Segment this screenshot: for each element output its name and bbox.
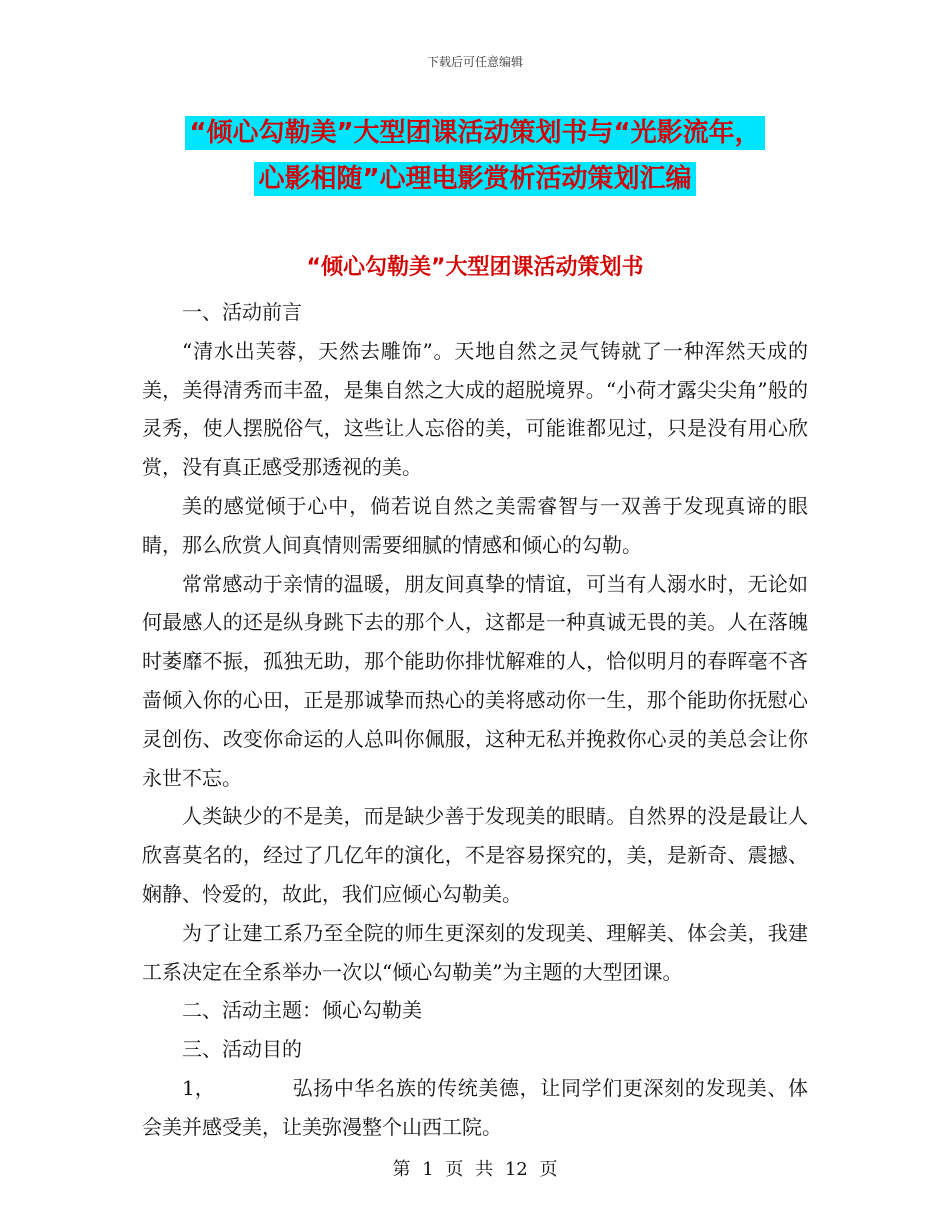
header-note: 下载后可任意编辑	[426, 55, 523, 69]
document-title-line-1	[0, 112, 950, 149]
document-title-line-1-text: “倾心勾勒美”大型团课活动策划书与“光影流年，	[185, 116, 764, 150]
list-item-number: 1，	[182, 1075, 215, 1100]
section-title: “倾心勾勒美”大型团课活动策划书	[306, 255, 644, 280]
page-number-footer: 第 1 页 共 12 页	[392, 1159, 558, 1180]
heading-activity-purpose: 三、活动目的	[182, 1037, 302, 1062]
document-body	[142, 293, 808, 1147]
paragraph-5: 为了让建工系乃至全院的师生更深刻的发现美、理解美、体会美，我建工系决定在全系举办一次以“倾心勾勒美”为主题的大型团课。	[142, 920, 808, 984]
paragraph-1: “清水出芙蓉，天然去雕饰”。天地自然之灵气铸就了一种浑然天成的美，美得清秀而丰盈，是集自然之大成的超脱境界。“小荷才露尖尖角”般的灵秀，使人摆脱俗气，这些让人忘俗的美，可能谁都见过，只是没有用心欣赏，没有真正感受那透视的美。	[142, 338, 808, 480]
paragraph-2: 美的感觉倾于心中，倘若说自然之美需睿智与一双善于发现真谛的眼睛，那么欣赏人间真情则需要细腻的情感和倾心的勾勒。	[142, 493, 808, 557]
heading-activity-theme: 二、活动主题：倾心勾勒美	[182, 998, 422, 1023]
document-title-line-2-text: 心影相随”心理电影赏析活动策划汇编	[254, 162, 695, 196]
paragraph-3: 常常感动于亲情的温暖，朋友间真挚的情谊，可当有人溺水时，无论如何最感人的还是纵身跳下去的那个人，这都是一种真诚无畏的美。人在落魄时萎靡不振，孤独无助，那个能助你排忧解难的人，恰似明月的春晖毫不吝啬倾入你的心田，正是那诚挚而热心的美将感动你一生，那个能助你抚慰心灵创伤、改变你命运的人总叫你佩服，这种无私并挽救你心灵的美总会让你永世不忘。	[142, 571, 808, 790]
list-item	[142, 1069, 808, 1147]
paragraph-4: 人类缺少的不是美，而是缺少善于发现美的眼睛。自然界的没是最让人欣喜莫名的，经过了几亿年的演化，不是容易探究的，美，是新奇、震撼、娴静、怜爱的，故此，我们应倾心勾勒美。	[142, 804, 808, 906]
heading-activity-preface: 一、活动前言	[182, 300, 302, 324]
list-item-text: 弘扬中华名族的传统美德，让同学们更深刻的发现美、体会美并感受美，让美弥漫整个山西工院。	[142, 1075, 808, 1139]
document-title-line-2	[0, 158, 950, 195]
